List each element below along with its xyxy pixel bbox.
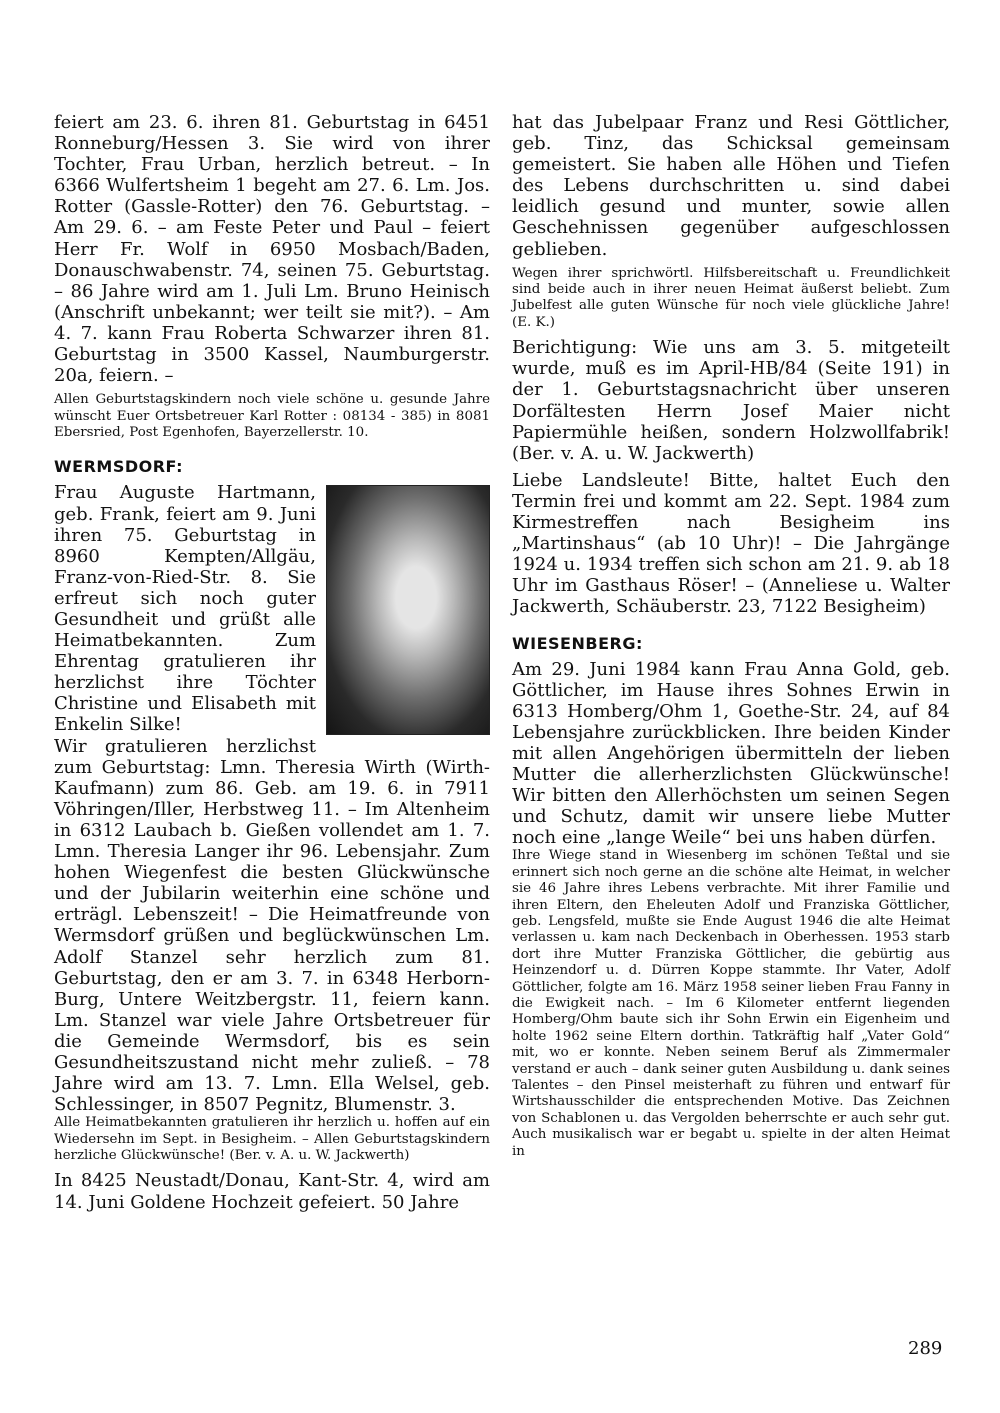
intro-paragraph: feiert am 23. 6. ihren 81. Geburtstag in 6451 Ronneburg/Hessen 3. Sie wird von ihrer Tochter, Frau Urban, herzlich betreut. – In 6366 Wulfertsheim 1 begeht am 27. 6. Lm. Jos. Rotter (Gassle-Rotter) den 76. Geburtstag. – Am 29. 6. – am Feste Peter und Paul – feiert Herr Fr. Wolf in 6950 Mosbach/Baden, Donauschwabenstr. 74, seinen 75. Geburtstag. – 86 Jahre wird am 1. Juli Lm. Bruno Heinisch (Anschrift unbekannt; wer teilt sie mit?). – Am 4. 7. kann Frau Roberta Schwarzer ihren 81. Geburtstag in 3500 Kassel, Naumburgerstr. 20a, feiern. – — [54, 112, 490, 387]
left-column — [54, 112, 490, 1213]
gratulieren-paragraph: Wir gratulieren herzlichst zum Geburtstag: Lmn. Theresia Wirth (Wirth-Kaufmann) zum 86. Geb. am 19. 6. in 7911 Vöhringen/Iller, Herbstweg 11. – Im Altenheim in 6312 Laubach b. Gießen vollendet am 1. 7. Lmn. Theresia Langer ihr 96. Lebensjahr. Zum hohen Wiegenfest die besten Glückwünsche und der Jubilarin weiterhin eine schöne und erträgl. Lebenszeit! – Die Heimatfreunde von Wermsdorf grüßen und beglückwünschen Lm. Adolf Stanzel sehr herzlich zum 81. Geburtstag, den er am 3. 7. in 6348 Herborn-Burg, Untere Weitzbergstr. 11, feiern kann. Lm. Stanzel war viele Jahre Ortsbetreuer für die Gemeinde Wermsdorf, bis es sein Gesundheitszustand nicht mehr zuließ. – 78 Jahre wird am 13. 7. Lmn. Ella Welsel, geb. Schlessinger, in 8507 Pegnitz, Blumenstr. 3. — [54, 735, 490, 1116]
right-column — [512, 112, 950, 1160]
neustadt-paragraph: In 8425 Neustadt/Donau, Kant-Str. 4, wird am 14. Juni Goldene Hochzeit gefeiert. 50 Jahre — [54, 1170, 490, 1213]
wiesenberg-heading: WIESENBERG: — [512, 633, 643, 653]
landsleute-paragraph: Liebe Landsleute! Bitte, haltet Euch den Termin frei und kommt am 22. Sept. 1984 zum Kirmestreffen nach Besigheim ins „Martinshaus“ (ab 10 Uhr)! – Die Jahrgänge 1924 u. 1934 treffen sich schon am 21. 9. ab 18 Uhr im Gasthaus Röser! – (Anneliese u. Walter Jackwerth, Schäuberstr. 23, 7122 Besigheim) — [512, 469, 950, 618]
hartmann-block — [54, 482, 490, 735]
hartmann-paragraph: Frau Auguste Hartmann, geb. Frank, feiert am 9. Juni ihren 75. Geburtstag in 8960 Kempten/Allgäu, Franz-von-Ried-Str. 8. Sie erfreut sich noch guter Gesundheit und grüßt alle Heimatbekannten. Zum Ehrentag gratulieren ihr herzlichst ihre Töchter Christine und Elisabeth mit Enkelin Silke! — [54, 482, 316, 736]
gold-paragraph: Am 29. Juni 1984 kann Frau Anna Gold, geb. Göttlicher, im Hause ihres Sohnes Erwin in 6313 Homberg/Ohm 1, Goethe-Str. 24, auf 84 Lebensjahre zurückblicken. Ihre beiden Kinder mit allen Angehörigen übermitteln der lieben Mutter die allerherzlichsten Glückwünsche! Wir bitten den Allerhöchsten um seinen Segen und Schutz, damit wir unsere liebe Mutter noch eine „lange Weile“ bei uns haben dürfen. — [512, 658, 950, 849]
jubel-note: Wegen ihrer sprichwörtl. Hilfsbereitschaft u. Freundlichkeit sind beide auch in ihrer neuen Heimat äußerst beliebt. Zum Jubelfest alle guten Wünsche für noch viele glückliche Jahre! (E. K.) — [512, 265, 950, 330]
wermsdorf-heading: WERMSDORF: — [54, 457, 183, 477]
page-number: 289 — [908, 1338, 943, 1359]
jubel-paragraph: hat das Jubelpaar Franz und Resi Göttlicher, geb. Tinz, das Schicksal gemeinsam gemeistert. Sie haben alle Höhen und Tiefen des Lebens durchschritten u. sind dabei leidlich gesund und munter, sowie allen Geschehnissen gegenüber aufgeschlossen geblieben. — [512, 112, 950, 260]
gold-note: Ihre Wiege stand in Wiesenberg im schönen Teßtal und sie erinnert sich noch gerne an die schöne alte Heimat, in welcher sie 46 Jahre ihres Lebens verbrachte. Mit ihrer Familie und ihren Eltern, den Eheleuten Adolf und Franziska Göttlicher, geb. Lengsfeld, mußte sie Ende August 1946 die alte Heimat verlassen u. kam nach Deckenbach in Oberhessen. 1953 starb dort ihre Mutter Franziska Göttlicher, die gebürtig aus Heinzendorf u. d. Dürren Koppe stammte. Ihr Vater, Adolf Göttlicher, folgte am 16. März 1958 seiner lieben Frau Fanny in die Ewigkeit nach. – Im 6 Kilometer entfernt liegenden Homberg/Ohm baute sich ihr Sohn Erwin ein Eigenheim und holte 1962 seine Eltern dorthin. Tatkräftig half „Vater Gold“ mit, wo er konnte. Neben seinem Beruf als Zimmermaler verstand er auch – dank seiner guten Ausbildung u. dank seines Talentes – den Pinsel meisterhaft zu führen und entwarf für Wirtshausschilder die entsprechenden Motive. Das Zeichnen von Schablonen u. das Vergolden beherrschte er auch sehr gut. Auch musikalisch war er begabt u. spielte in der alten Heimat in — [512, 848, 950, 1159]
wermsdorf-note: Alle Heimatbekannten gratulieren ihr herzlich u. hoffen auf ein Wiedersehn im Sept. in Besigheim. – Allen Geburtstagskindern herzliche Glückwünsche! (Ber. v. A. u. W. Jackwerth) — [54, 1115, 490, 1164]
intro-note: Allen Geburtstagskindern noch viele schöne u. gesunde Jahre wünscht Euer Ortsbetreuer Karl Rotter : 08134 - 385) in 8081 Ebersried, Post Egenhofen, Bayerzellerstr. 10. — [54, 392, 490, 441]
portrait-photo — [326, 485, 490, 735]
berichtigung-paragraph: Berichtigung: Wie uns am 3. 5. mitgeteilt wurde, muß es im April-HB/84 (Seite 191) in der 1. Geburtstagsnachricht über unseren Dorfältesten Herrn Josef Maier nicht Papiermühle heißen, sondern Holzwollfabrik! (Ber. v. A. u. W. Jackwerth) — [512, 337, 950, 464]
